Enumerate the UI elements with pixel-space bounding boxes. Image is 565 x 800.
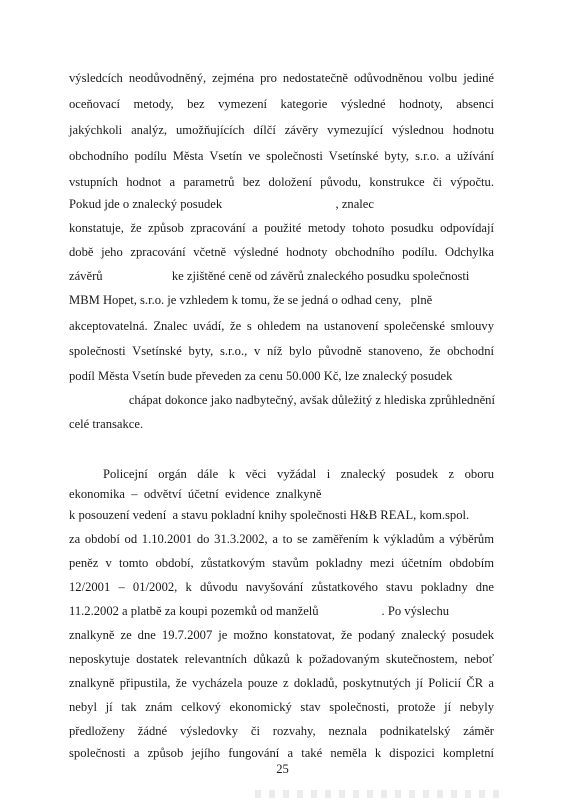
text-line: jakýchkoli analýz, umožňujících dílčí závěry vymezující výslednou hodnotu <box>69 123 494 137</box>
text-line: závěrů ke zjištěné ceně od závěrů znaleckého posudku společnosti <box>69 269 470 283</box>
text-line: znalkyně připustila, že vycházela pouze z dokladů, poskytnutých jí Policií ČR a <box>69 676 494 690</box>
text-line: vstupních hodnot a parametrů bez doložení původu, konstrukce či výpočtu. <box>69 175 494 189</box>
text-line: podíl Města Vsetín bude převeden za cenu 50.000 Kč, lze znalecký posudek <box>69 369 453 383</box>
text-line: za období od 1.10.2001 do 31.3.2002, a to se zaměřením k výkladům a výběrům <box>69 532 494 546</box>
text-line: akceptovatelná. Znalec uvádí, že s ohledem na ustanovení společenské smlouvy <box>69 319 494 333</box>
text-line: Pokud jde o znalecký posudek , znalec <box>69 197 374 211</box>
text-line: konstatuje, že způsob zpracování a použité metody tohoto posudku odpovídají <box>69 221 494 235</box>
text-line: společnosti Vsetínské byty, s.r.o., v níž bylo původně stanoveno, že obchodní <box>69 344 494 358</box>
text-line: chápat dokonce jako nadbytečný, avšak důležitý z hlediska zprůhlednění <box>69 393 495 407</box>
text-line: nebyl jí tak znám celkový ekonomický stav společnosti, protože jí nebyly <box>69 700 494 714</box>
text-line: ekonomika – odvětví účetní evidence znalkyně <box>69 487 322 501</box>
text-line: MBM Hopet, s.r.o. je vzhledem k tomu, že se jedná o odhad ceny, plně <box>69 293 433 307</box>
text-line: peněz v tomto období, zůstatkovým stavům pokladny mezi účetním obdobím <box>69 556 494 570</box>
text-line: 12/2001 – 01/2002, k důvodu navyšování zůstatkového stavu pokladny dne <box>69 580 494 594</box>
text-line: neposkytuje dostatek relevantních důkazů k požadovaným skutečnostem, neboť <box>69 652 494 666</box>
text-line: k posouzení vedení a stavu pokladní knihy společnosti H&B REAL, kom.spol. <box>69 508 470 522</box>
text-line: Policejní orgán dále k věci vyžádal i znalecký posudek z oboru <box>103 467 494 481</box>
text-line: celé transakce. <box>69 417 144 431</box>
text-line: době jeho zpracování včetně výsledné hodnoty obchodního podílu. Odchylka <box>69 245 494 259</box>
text-line: výsledcích neodůvodněný, zejména pro nedostatečně odůvodněnou volbu jediné <box>69 71 494 85</box>
text-line: předloženy žádné výsledovky či rozvahy, neznala podnikatelský záměr <box>69 724 494 738</box>
text-line: oceňovací metody, bez vymezení kategorie výsledné hodnoty, absenci <box>69 97 494 111</box>
text-line: obchodního podílu Města Vsetín ve společnosti Vsetínské byty, s.r.o. a užívání <box>69 149 494 163</box>
scan-artifact <box>255 790 505 798</box>
page-number: 25 <box>276 762 289 776</box>
text-line: 11.2.2002 a platbě za koupi pozemků od manželů . Po výslechu <box>69 604 450 618</box>
text-line: společnosti a způsob jejího fungování a také neměla k dispozici kompletní <box>69 746 494 760</box>
text-line: znalkyně ze dne 19.7.2007 je možno konstatovat, že podaný znalecký posudek <box>69 628 494 642</box>
